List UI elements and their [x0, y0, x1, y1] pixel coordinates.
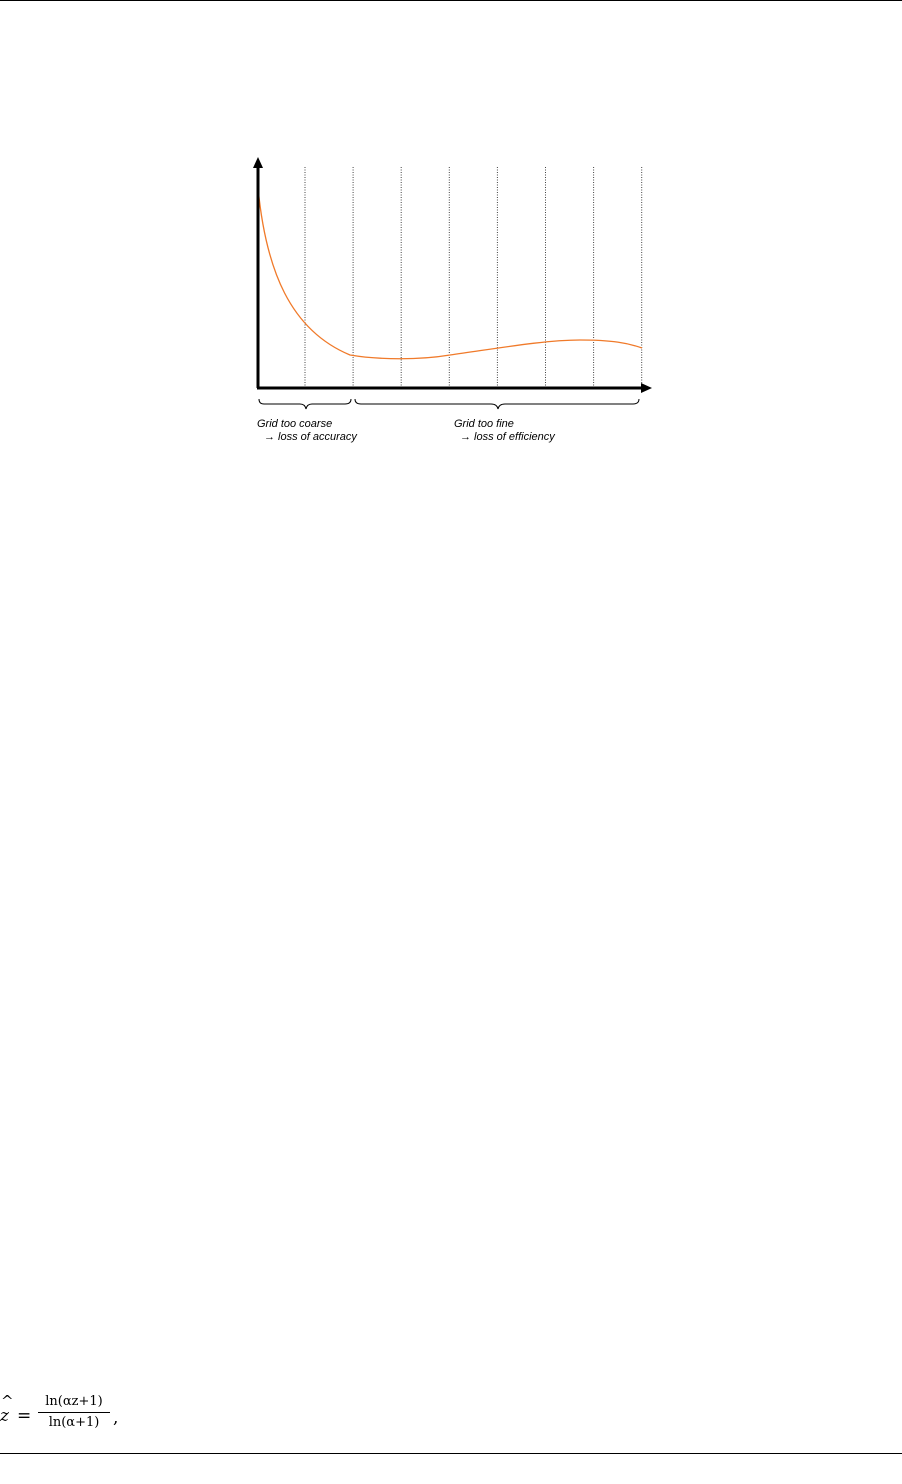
fine-grid-label-line1: Grid too fine [454, 418, 514, 430]
vertical-grid-lines [305, 167, 642, 388]
equation-equals: = [17, 1406, 32, 1426]
coarse-grid-label [257, 418, 357, 444]
x-axis-arrow [641, 383, 652, 393]
equation-lhs: z [0, 1406, 9, 1426]
right-brace [355, 399, 639, 409]
equation-numerator: ln(αz+1) [45, 1394, 103, 1409]
fraction-bar [38, 1412, 110, 1413]
error-curve [258, 188, 642, 359]
equation-hat: ^ [1, 1392, 14, 1410]
fine-grid-label [454, 418, 555, 444]
left-brace [259, 399, 351, 409]
equation-denominator: ln(α+1) [48, 1415, 100, 1430]
coarse-grid-label-line1: Grid too coarse [257, 418, 333, 430]
equation-fraction [38, 1394, 110, 1431]
bottom-rule [0, 1453, 902, 1454]
fine-grid-label-line2: → loss of efficiency [460, 431, 555, 443]
equation-comma: , [113, 1408, 119, 1428]
y-axis-arrow [253, 157, 263, 168]
coarse-grid-label-line2: → loss of accuracy [264, 431, 357, 443]
grid-resolution-figure [0, 0, 902, 460]
